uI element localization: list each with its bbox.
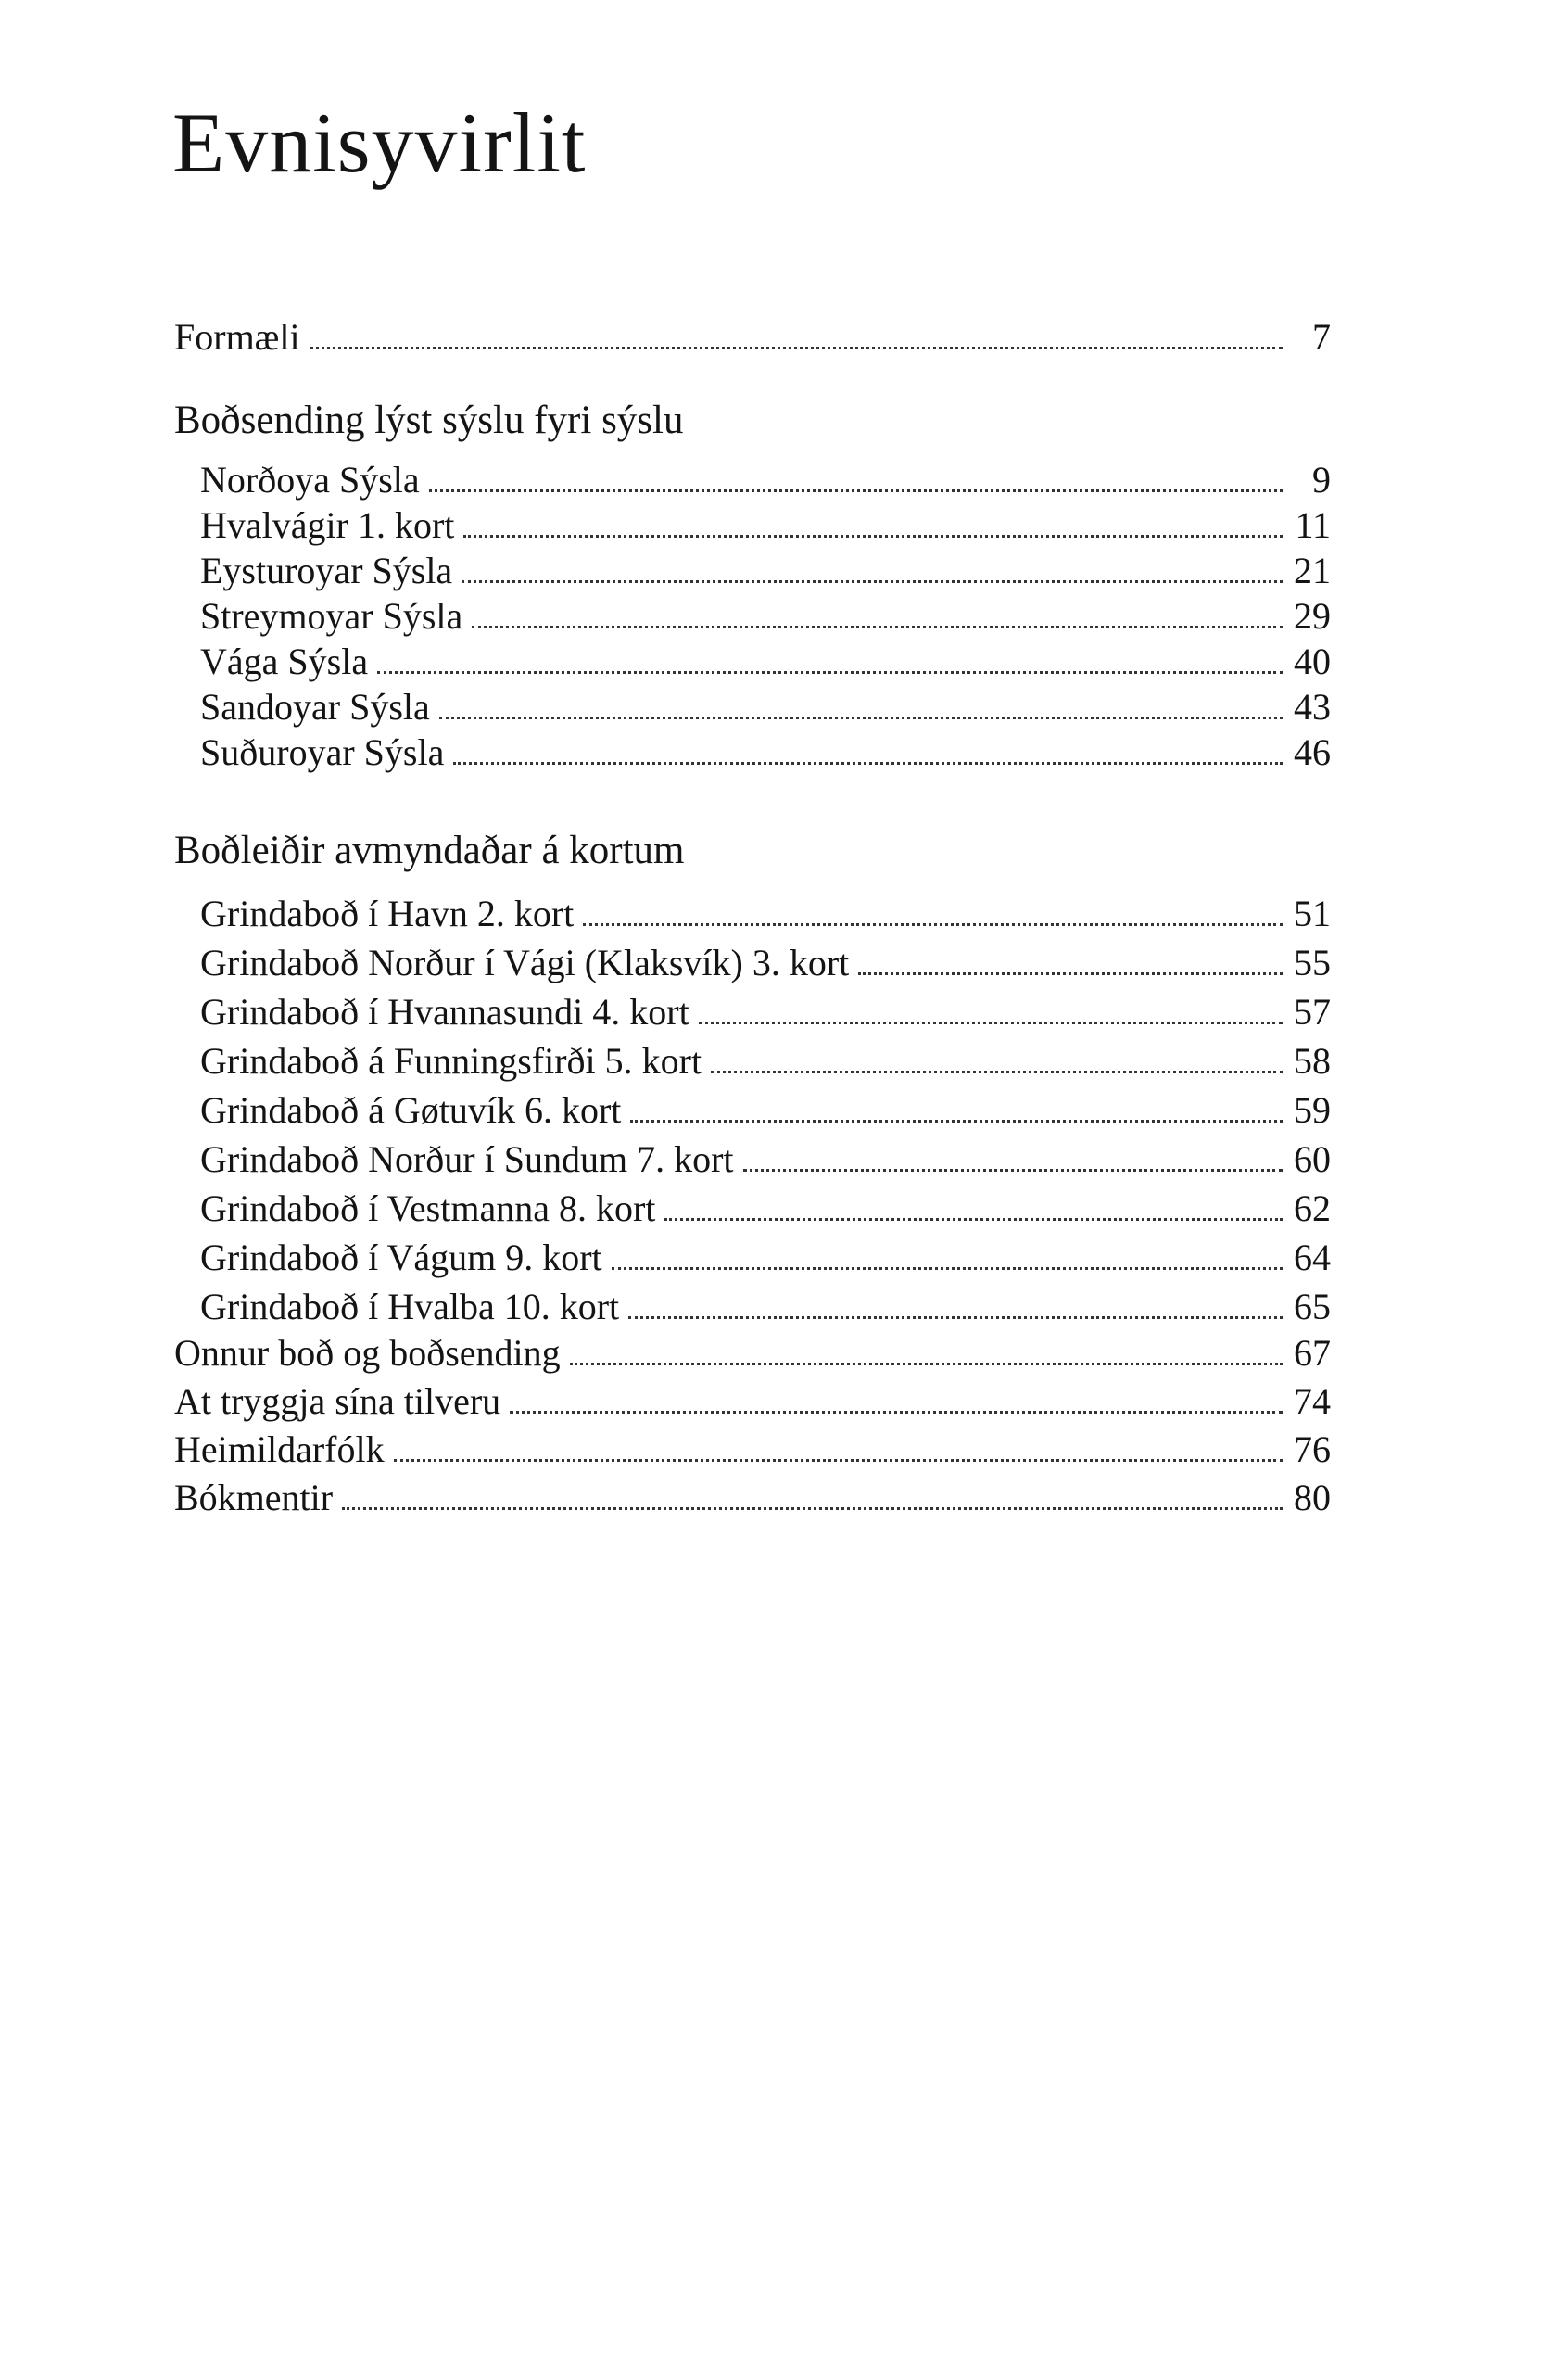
toc-entry-page: 65 bbox=[1294, 1286, 1331, 1327]
section-heading-2: Boðleiðir avmyndaðar á kortum bbox=[174, 829, 685, 872]
toc-entry bbox=[200, 941, 1331, 985]
dot-leader bbox=[342, 1507, 1283, 1510]
toc-entry bbox=[200, 503, 1331, 548]
toc-entry-page: 43 bbox=[1294, 686, 1331, 728]
dot-leader bbox=[664, 1218, 1283, 1221]
dot-leader bbox=[510, 1411, 1283, 1414]
toc-entry-page: 55 bbox=[1294, 942, 1331, 983]
toc-entry-back bbox=[174, 1379, 1331, 1424]
page-title: Evnisyvirlit bbox=[172, 95, 587, 190]
dot-leader bbox=[472, 626, 1283, 628]
toc-entry-back bbox=[174, 1428, 1331, 1472]
toc-entry-page: 51 bbox=[1294, 893, 1331, 934]
toc-entry-back bbox=[174, 1331, 1331, 1376]
toc-entry-label: Grindaboð Norður í Vági (Klaksvík) 3. kort bbox=[200, 942, 850, 983]
toc-entry-label: Streymoyar Sýsla bbox=[200, 595, 463, 637]
toc-entry-page: 74 bbox=[1294, 1380, 1331, 1422]
toc-entry-label: Hvalvágir 1. kort bbox=[200, 504, 455, 546]
toc-entry bbox=[200, 892, 1331, 936]
toc-entry-back bbox=[174, 1476, 1331, 1520]
dot-leader bbox=[858, 972, 1283, 975]
toc-entry-page: 29 bbox=[1294, 595, 1331, 637]
toc-entry-page: 60 bbox=[1294, 1138, 1331, 1180]
toc-entry-label: Suðuroyar Sýsla bbox=[200, 731, 445, 773]
toc-entry-label: Grindaboð Norður í Sundum 7. kort bbox=[200, 1138, 734, 1180]
dot-leader bbox=[612, 1267, 1283, 1270]
dot-leader bbox=[453, 762, 1283, 765]
toc-entry-label: Vága Sýsla bbox=[200, 641, 369, 682]
dot-leader bbox=[394, 1459, 1283, 1462]
toc-entry-page: 7 bbox=[1312, 316, 1331, 358]
toc-entry-page: 40 bbox=[1294, 641, 1331, 682]
toc-entry bbox=[200, 640, 1331, 684]
toc-entry-page: 62 bbox=[1294, 1187, 1331, 1229]
dot-leader bbox=[743, 1169, 1283, 1172]
toc-entry-label: Eysturoyar Sýsla bbox=[200, 550, 453, 591]
dot-leader bbox=[583, 923, 1283, 926]
toc-entry bbox=[200, 685, 1331, 730]
section-heading-1: Boðsending lýst sýslu fyri sýslu bbox=[174, 399, 684, 442]
toc-entry-label: Heimildarfólk bbox=[174, 1428, 385, 1470]
toc-entry-page: 76 bbox=[1294, 1428, 1331, 1470]
dot-leader bbox=[462, 580, 1283, 583]
toc-entry-page: 9 bbox=[1312, 459, 1331, 501]
toc-entry bbox=[200, 1285, 1331, 1329]
dot-leader bbox=[699, 1022, 1283, 1024]
toc-entry-label: Grindaboð í Vestmanna 8. kort bbox=[200, 1187, 656, 1229]
dot-leader bbox=[628, 1316, 1283, 1319]
toc-entry-label: Bókmentir bbox=[174, 1477, 334, 1518]
toc-entry bbox=[200, 1186, 1331, 1231]
toc-entry-label: Grindaboð í Hvalba 10. kort bbox=[200, 1286, 620, 1327]
dot-leader bbox=[377, 671, 1283, 674]
toc-entry-page: 67 bbox=[1294, 1332, 1331, 1374]
dot-leader bbox=[570, 1363, 1283, 1365]
toc-entry-label: Onnur boð og boðsending bbox=[174, 1332, 561, 1374]
toc-entry bbox=[200, 458, 1331, 502]
dot-leader bbox=[429, 489, 1283, 492]
dot-leader bbox=[439, 717, 1283, 719]
dot-leader bbox=[463, 535, 1283, 538]
toc-entry-label: Norðoya Sýsla bbox=[200, 459, 420, 501]
toc-entry-page: 58 bbox=[1294, 1040, 1331, 1082]
toc-entry-page: 21 bbox=[1294, 550, 1331, 591]
dot-leader bbox=[310, 347, 1283, 349]
toc-entry bbox=[200, 1236, 1331, 1280]
toc-entry bbox=[200, 1039, 1331, 1084]
toc-entry-page: 64 bbox=[1294, 1237, 1331, 1278]
toc-entry-label: Grindaboð í Hvannasundi 4. kort bbox=[200, 991, 689, 1033]
toc-entry bbox=[200, 549, 1331, 593]
toc-entry-page: 59 bbox=[1294, 1089, 1331, 1131]
toc-entry-label: Sandoyar Sýsla bbox=[200, 686, 430, 728]
toc-entry-label: Grindaboð á Gøtuvík 6. kort bbox=[200, 1089, 622, 1131]
toc-entry-page: 11 bbox=[1295, 504, 1331, 546]
toc-entry bbox=[200, 594, 1331, 639]
toc-entry-label: At tryggja sína tilveru bbox=[174, 1380, 501, 1422]
toc-entry-page: 46 bbox=[1294, 731, 1331, 773]
toc-entry-label: Grindaboð í Havn 2. kort bbox=[200, 893, 575, 934]
dot-leader bbox=[630, 1120, 1283, 1123]
toc-entry bbox=[200, 1088, 1331, 1133]
toc-entry-label: Grindaboð á Funningsfirði 5. kort bbox=[200, 1040, 702, 1082]
toc-entry-front bbox=[174, 315, 1331, 360]
toc-entry-label: Formæli bbox=[174, 316, 300, 358]
toc-entry-page: 80 bbox=[1294, 1477, 1331, 1518]
toc-entry bbox=[200, 990, 1331, 1034]
toc-entry-page: 57 bbox=[1294, 991, 1331, 1033]
toc-entry-label: Grindaboð í Vágum 9. kort bbox=[200, 1237, 602, 1278]
dot-leader bbox=[711, 1071, 1283, 1073]
toc-entry bbox=[200, 730, 1331, 775]
toc-entry bbox=[200, 1137, 1331, 1182]
